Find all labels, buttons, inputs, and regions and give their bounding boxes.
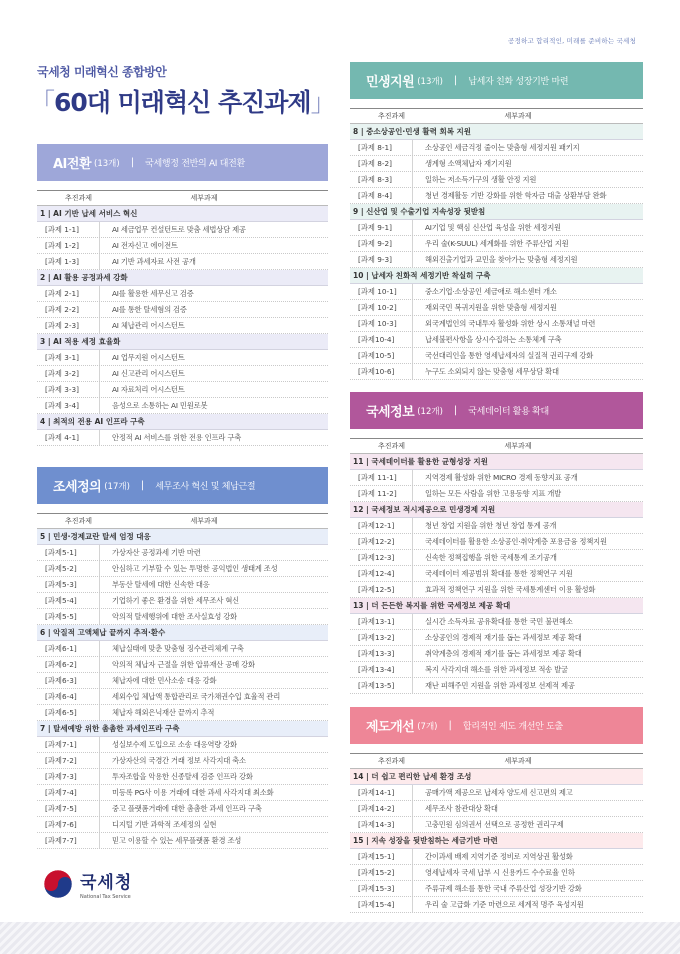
task-row xyxy=(37,254,328,270)
task-name: 해외진출기업과 교민을 찾아가는 맞춤형 세정지원 xyxy=(425,254,578,264)
task-id: [과제12-5] xyxy=(350,582,413,597)
task-name: 투자조합을 악용한 신종탈세 검증 인프라 강화 xyxy=(112,771,253,781)
task-row xyxy=(350,785,643,801)
task-row xyxy=(37,222,328,238)
task-id: [과제12-3] xyxy=(350,550,413,565)
task-id: [과제13-1] xyxy=(350,614,413,629)
task-id: [과제 8-1] xyxy=(350,140,413,155)
task-row xyxy=(350,881,643,897)
group-row: 4 | 최적의 전용 AI 인프라 구축 xyxy=(37,414,328,430)
group-row: 10 | 납세자 친화적 세정기반 착실히 구축 xyxy=(350,268,643,284)
task-name: 국선대리인을 통한 영세납세자의 실질적 권리구제 강화 xyxy=(425,350,594,360)
task-row xyxy=(37,737,328,753)
task-id: [과제6-1] xyxy=(37,641,100,656)
task-name: 청년 경제활동 기반 강화를 위한 학자금 대출 상환부담 완화 xyxy=(425,190,607,200)
task-row xyxy=(37,318,328,334)
task-id: [과제6-5] xyxy=(37,705,100,720)
task-id: [과제7-7] xyxy=(37,833,100,848)
section-separator: | xyxy=(448,720,452,731)
task-row xyxy=(350,646,643,662)
task-id: [과제 1-2] xyxy=(37,238,100,253)
task-name: 일하는 모든 사람을 위한 고용동향 지표 개발 xyxy=(425,488,561,498)
task-name: 악의적 체납자 근절을 위한 압류재산 공매 강화 xyxy=(112,659,255,669)
task-name: 재외국민 복귀지원을 위한 맞춤형 세정지원 xyxy=(425,302,557,312)
task-name: 세외수입 체납액 통합관리로 국가채권수입 효율적 관리 xyxy=(112,691,281,701)
task-id: [과제 3-3] xyxy=(37,382,100,397)
task-row xyxy=(350,188,643,204)
section-name: 제도개선 xyxy=(366,720,415,735)
task-name: 체납실태에 맞춘 맞춤형 징수관리체계 구축 xyxy=(112,643,244,653)
task-id: [과제10-4] xyxy=(350,332,413,347)
task-id: [과제14-3] xyxy=(350,817,413,832)
logo-english: National Tax Service xyxy=(80,894,131,900)
task-id: [과제 10-1] xyxy=(350,284,413,299)
section-count: (17개) xyxy=(104,481,130,492)
task-name: 음성으로 소통하는 AI 민원로봇 xyxy=(112,400,208,410)
column-header-detail: 세부과제 xyxy=(504,757,532,765)
task-id: [과제7-6] xyxy=(37,817,100,832)
column-header-row xyxy=(350,438,643,454)
task-row xyxy=(350,332,643,348)
column-header-detail: 세부과제 xyxy=(504,112,532,120)
task-name: 고충민원 심의권서 선택으로 공정한 권리구제 xyxy=(425,819,564,829)
task-name: 악의적 탈세행위에 대한 조사실효성 강화 xyxy=(112,611,237,621)
task-name: 체납자 해외은닉재산 끝까지 추적 xyxy=(112,707,215,717)
task-row xyxy=(350,486,643,502)
task-name: 재난 피해주민 지원을 위한 과세정보 선제적 제공 xyxy=(425,680,575,690)
task-row xyxy=(37,561,328,577)
task-row xyxy=(37,302,328,318)
task-id: [과제 9-1] xyxy=(350,220,413,235)
task-row xyxy=(37,769,328,785)
task-row xyxy=(37,577,328,593)
task-id: [과제10-6] xyxy=(350,364,413,379)
task-row xyxy=(350,220,643,236)
task-id: [과제15-1] xyxy=(350,849,413,864)
task-row xyxy=(350,316,643,332)
task-id: [과제 10-2] xyxy=(350,300,413,315)
section-name: 민생지원 xyxy=(366,75,415,90)
task-name: 세무조사 참관대상 확대 xyxy=(425,803,498,813)
task-id: [과제 8-3] xyxy=(350,172,413,187)
page-subtitle: 국세청 미래혁신 종합방안 xyxy=(37,65,167,79)
task-id: [과제 9-2] xyxy=(350,236,413,251)
task-name: AI 체납관리 어시스턴트 xyxy=(112,320,185,330)
task-id: [과제5-1] xyxy=(37,545,100,560)
logo-name: 국세청 xyxy=(80,873,133,893)
task-id: [과제7-1] xyxy=(37,737,100,752)
task-row xyxy=(37,382,328,398)
task-id: [과제 10-3] xyxy=(350,316,413,331)
task-row xyxy=(350,582,643,598)
section-ai xyxy=(37,144,328,446)
task-id: [과제15-2] xyxy=(350,865,413,880)
task-row xyxy=(350,348,643,364)
column-header-detail: 세부과제 xyxy=(190,194,218,202)
group-row: 1 | AI 기반 납세 서비스 혁신 xyxy=(37,206,328,222)
task-name: AI 자료처리 어시스턴트 xyxy=(112,384,185,394)
tagline: 공정하고 합리적인, 미래를 준비하는 국세청 xyxy=(508,37,636,45)
task-row xyxy=(350,364,643,380)
task-id: [과제 3-1] xyxy=(37,350,100,365)
group-row: 8 | 중소상공인·민생 활력 회복 지원 xyxy=(350,124,643,140)
section-separator: | xyxy=(140,480,145,491)
column-header-task: 추진과제 xyxy=(377,112,406,120)
task-row xyxy=(350,534,643,550)
task-row xyxy=(350,470,643,486)
task-id: [과제5-4] xyxy=(37,593,100,608)
task-id: [과제 2-1] xyxy=(37,286,100,301)
task-row xyxy=(37,350,328,366)
task-name: 가상자산 공정과세 기반 마련 xyxy=(112,547,201,557)
task-id: [과제 2-2] xyxy=(37,302,100,317)
task-name: 효과적 정책연구 지원을 위한 국세통계센터 이용 활성화 xyxy=(425,584,596,594)
nts-logo xyxy=(43,868,132,900)
group-row: 11 | 국세데이터를 활용한 균형성장 지원 xyxy=(350,454,643,470)
section-header xyxy=(350,392,643,429)
task-name: 성실보수제 도입으로 소송 대응역량 강화 xyxy=(112,739,237,749)
task-name: 취약계층의 경제적 재기를 돕는 과세정보 제공 확대 xyxy=(425,648,582,658)
column-header-row xyxy=(350,753,643,769)
footer-pattern xyxy=(0,922,680,954)
group-row: 14 | 더 쉽고 편리한 납세 환경 조성 xyxy=(350,769,643,785)
task-id: [과제 4-1] xyxy=(37,430,100,445)
task-row xyxy=(350,849,643,865)
column-header-detail: 세부과제 xyxy=(190,517,218,525)
task-row xyxy=(350,865,643,881)
task-name: 일하는 저소득가구의 생활 안정 지원 xyxy=(425,174,537,184)
section-description: 세무조사 혁신 및 체납근절 xyxy=(155,482,256,492)
task-row xyxy=(350,300,643,316)
task-row xyxy=(37,366,328,382)
section-livelihood xyxy=(350,62,643,380)
section-description: 납세자 친화 성장기반 마련 xyxy=(468,77,569,87)
task-id: [과제7-4] xyxy=(37,785,100,800)
section-header xyxy=(37,467,328,504)
group-row: 13 | 더 든든한 복지를 위한 국세정보 제공 확대 xyxy=(350,598,643,614)
group-row: 6 | 악질적 고액체납 끝까지 추적·환수 xyxy=(37,625,328,641)
task-row xyxy=(37,286,328,302)
task-row xyxy=(37,801,328,817)
task-id: [과제 3-2] xyxy=(37,366,100,381)
group-row: 9 | 신산업 및 수출기업 지속성장 뒷받침 xyxy=(350,204,643,220)
section-name: AI전환 xyxy=(53,157,92,172)
task-id: [과제14-2] xyxy=(350,801,413,816)
task-name: 안심하고 기부할 수 있는 투명한 공익법인 생태계 조성 xyxy=(112,563,278,573)
task-name: 중소기업·소상공인 세금애로 해소센터 개소 xyxy=(425,286,557,296)
section-count: (13개) xyxy=(94,158,120,169)
task-row xyxy=(37,817,328,833)
task-id: [과제6-4] xyxy=(37,689,100,704)
column-header-task: 추진과제 xyxy=(64,194,93,202)
task-id: [과제 11-1] xyxy=(350,470,413,485)
task-id: [과제13-2] xyxy=(350,630,413,645)
task-row xyxy=(37,833,328,849)
task-name: 신속한 정책집행을 위한 국세통계 조기공개 xyxy=(425,552,557,562)
task-row xyxy=(350,140,643,156)
task-id: [과제13-4] xyxy=(350,662,413,677)
task-row xyxy=(37,609,328,625)
section-header xyxy=(37,144,328,181)
task-row xyxy=(350,801,643,817)
task-id: [과제 9-3] xyxy=(350,252,413,267)
task-name: 가상자산의 국경간 거래 정보 사각지대 축소 xyxy=(112,755,246,765)
column-header-task: 추진과제 xyxy=(377,757,406,765)
task-name: 소상공인의 경제적 재기를 돕는 과세정보 제공 확대 xyxy=(425,632,582,642)
task-name: 누구도 소외되지 않는 맞춤형 세무상담 확대 xyxy=(425,366,559,376)
task-name: 외국계법인의 국내투자 활성화 위한 상시 소통채널 마련 xyxy=(425,318,596,328)
task-id: [과제12-4] xyxy=(350,566,413,581)
task-name: 생계형 소액체납자 재기지원 xyxy=(425,158,512,168)
title-text: 60대 미래혁신 추진과제 xyxy=(54,88,311,117)
task-row xyxy=(350,678,643,694)
task-row xyxy=(350,614,643,630)
task-name: AI를 활용한 세무신고 검증 xyxy=(112,288,194,298)
task-row xyxy=(37,705,328,721)
task-row xyxy=(350,236,643,252)
task-name: AI 업무지원 어시스턴트 xyxy=(112,352,185,362)
task-row xyxy=(37,785,328,801)
task-name: 우리 술 고급화 기준 마련으로 세계적 명주 육성지원 xyxy=(425,899,584,909)
task-name: 지역경제 활성화 위한 MICRO 경제 동향지표 공개 xyxy=(425,472,578,482)
task-name: 소상공인 세금걱정 줄이는 맞춤형 세정지원 패키지 xyxy=(425,142,580,152)
section-header xyxy=(350,62,643,99)
task-row xyxy=(37,593,328,609)
task-name: 간이과세 배제 지역기준 정비로 지역상권 활성화 xyxy=(425,851,573,861)
task-name: AI 전자신고 에이전트 xyxy=(112,240,178,250)
section-system-improvement xyxy=(350,707,643,913)
task-name: 중고 플랫폼거래에 대한 촘촘한 과세 인프라 구축 xyxy=(112,803,262,813)
task-id: [과제 11-2] xyxy=(350,486,413,501)
section-count: (13개) xyxy=(417,76,443,87)
task-id: [과제5-5] xyxy=(37,609,100,624)
task-name: 청년 창업 지원을 위한 청년 창업 통계 공개 xyxy=(425,520,557,530)
task-id: [과제 1-1] xyxy=(37,222,100,237)
section-description: 국세데이터 활용 확대 xyxy=(468,407,549,417)
group-row: 7 | 탈세예방 위한 촘촘한 과세인프라 구축 xyxy=(37,721,328,737)
task-name: AI 기반 과세자료 사전 공개 xyxy=(112,256,196,266)
task-row xyxy=(37,753,328,769)
taegeuk-emblem-icon xyxy=(43,869,73,899)
column-header-task: 추진과제 xyxy=(64,517,93,525)
task-id: [과제14-1] xyxy=(350,785,413,800)
task-row xyxy=(350,284,643,300)
task-row xyxy=(350,630,643,646)
task-id: [과제 8-4] xyxy=(350,188,413,203)
section-tax-info xyxy=(350,392,643,694)
task-name: AI 세금업무 컨설턴트로 맞춤 세법상담 제공 xyxy=(112,224,246,234)
task-row xyxy=(37,641,328,657)
section-name: 국세정보 xyxy=(366,405,415,420)
task-name: 영세납세자 국세 납부 시 신용카드 수수료율 인하 xyxy=(425,867,575,877)
task-name: 복지 사각지대 해소를 위한 과세정보 적송 발굴 xyxy=(425,664,568,674)
task-id: [과제 3-4] xyxy=(37,398,100,413)
task-id: [과제5-2] xyxy=(37,561,100,576)
task-name: 실시간 소득자료 공유확대를 통한 국민 불편해소 xyxy=(425,616,573,626)
task-name: 주류규제 해소를 통한 국내 주류산업 성장기반 강화 xyxy=(425,883,582,893)
task-name: 공매가액 제공으로 납세자 양도세 신고편의 제고 xyxy=(425,787,573,797)
group-row: 5 | 민생·경제교란 탈세 엄정 대응 xyxy=(37,529,328,545)
section-separator: | xyxy=(453,405,458,416)
task-id: [과제13-5] xyxy=(350,678,413,693)
section-count: (12개) xyxy=(417,406,443,417)
group-row: 12 | 국세정보 적시제공으로 민생경제 지원 xyxy=(350,502,643,518)
task-row xyxy=(37,657,328,673)
task-id: [과제10-5] xyxy=(350,348,413,363)
task-id: [과제7-2] xyxy=(37,753,100,768)
title-close-bracket: 」 xyxy=(310,88,335,117)
column-header-row xyxy=(37,190,328,206)
column-header-task: 추진과제 xyxy=(377,442,406,450)
section-tax-justice xyxy=(37,467,328,849)
column-header-detail: 세부과제 xyxy=(504,442,532,450)
task-name: 우리 술(K-SUUL) 세계화를 위한 주류산업 지원 xyxy=(425,238,569,248)
task-id: [과제5-3] xyxy=(37,577,100,592)
section-name: 조세정의 xyxy=(53,480,102,495)
task-name: AI 신고관리 어시스턴트 xyxy=(112,368,185,378)
task-id: [과제12-2] xyxy=(350,534,413,549)
group-row: 3 | AI 적용 세정 효율화 xyxy=(37,334,328,350)
task-row xyxy=(37,673,328,689)
task-row xyxy=(37,238,328,254)
task-id: [과제7-3] xyxy=(37,769,100,784)
task-name: 부동산 탈세에 대한 신속한 대응 xyxy=(112,579,210,589)
task-name: 미등록 PG사 이용 거래에 대한 과세 사각지대 최소화 xyxy=(112,787,274,797)
task-row xyxy=(350,518,643,534)
task-id: [과제6-2] xyxy=(37,657,100,672)
task-name: 안정적 AI 서비스를 위한 전용 인프라 구축 xyxy=(112,432,242,442)
group-row: 15 | 지속 성장을 뒷받침하는 세금기반 마련 xyxy=(350,833,643,849)
task-name: 믿고 이용할 수 있는 세무플랫폼 환경 조성 xyxy=(112,835,242,845)
task-row xyxy=(37,430,328,446)
task-id: [과제15-3] xyxy=(350,881,413,896)
column-header-row xyxy=(350,108,643,124)
task-row xyxy=(350,662,643,678)
task-name: AI기업 및 핵심 신산업 육성을 위한 세정지원 xyxy=(425,222,561,232)
section-header xyxy=(350,707,643,744)
section-separator: | xyxy=(130,157,135,168)
task-id: [과제7-5] xyxy=(37,801,100,816)
section-description: 합리적인 제도 개선안 도출 xyxy=(462,722,563,732)
task-name: 체납자에 대한 민사소송 대응 강화 xyxy=(112,675,217,685)
group-row: 2 | AI 활용 공정과세 강화 xyxy=(37,270,328,286)
task-row xyxy=(350,566,643,582)
task-row xyxy=(350,156,643,172)
task-name: 디지털 기반 과학적 조세정의 실현 xyxy=(112,819,217,829)
task-id: [과제13-3] xyxy=(350,646,413,661)
task-id: [과제6-3] xyxy=(37,673,100,688)
section-separator: | xyxy=(453,75,458,86)
task-row xyxy=(350,817,643,833)
task-row xyxy=(37,689,328,705)
task-name: 기업하기 좋은 환경을 위한 세무조사 혁신 xyxy=(112,595,240,605)
task-row xyxy=(350,252,643,268)
task-id: [과제 1-3] xyxy=(37,254,100,269)
title-open-bracket: 「 xyxy=(30,88,55,117)
column-header-row xyxy=(37,513,328,529)
task-row xyxy=(37,398,328,414)
task-row xyxy=(350,897,643,913)
task-id: [과제 8-2] xyxy=(350,156,413,171)
task-id: [과제 2-3] xyxy=(37,318,100,333)
task-name: AI를 통한 탈세혐의 검증 xyxy=(112,304,187,314)
task-row xyxy=(350,550,643,566)
task-name: 국세데이터를 활용한 소상공인·취약계층 포용금융 정책지원 xyxy=(425,536,607,546)
task-id: [과제15-4] xyxy=(350,897,413,912)
task-name: 납세불편사항을 상시수집하는 소통체계 구축 xyxy=(425,334,562,344)
task-row xyxy=(350,172,643,188)
task-id: [과제12-1] xyxy=(350,518,413,533)
task-name: 국세데이터 제공범위 확대를 통한 정책연구 지원 xyxy=(425,568,573,578)
task-row xyxy=(37,545,328,561)
section-count: (7개) xyxy=(417,721,438,732)
page-title xyxy=(30,83,335,119)
section-description: 국세행정 전반의 AI 대전환 xyxy=(145,159,245,169)
